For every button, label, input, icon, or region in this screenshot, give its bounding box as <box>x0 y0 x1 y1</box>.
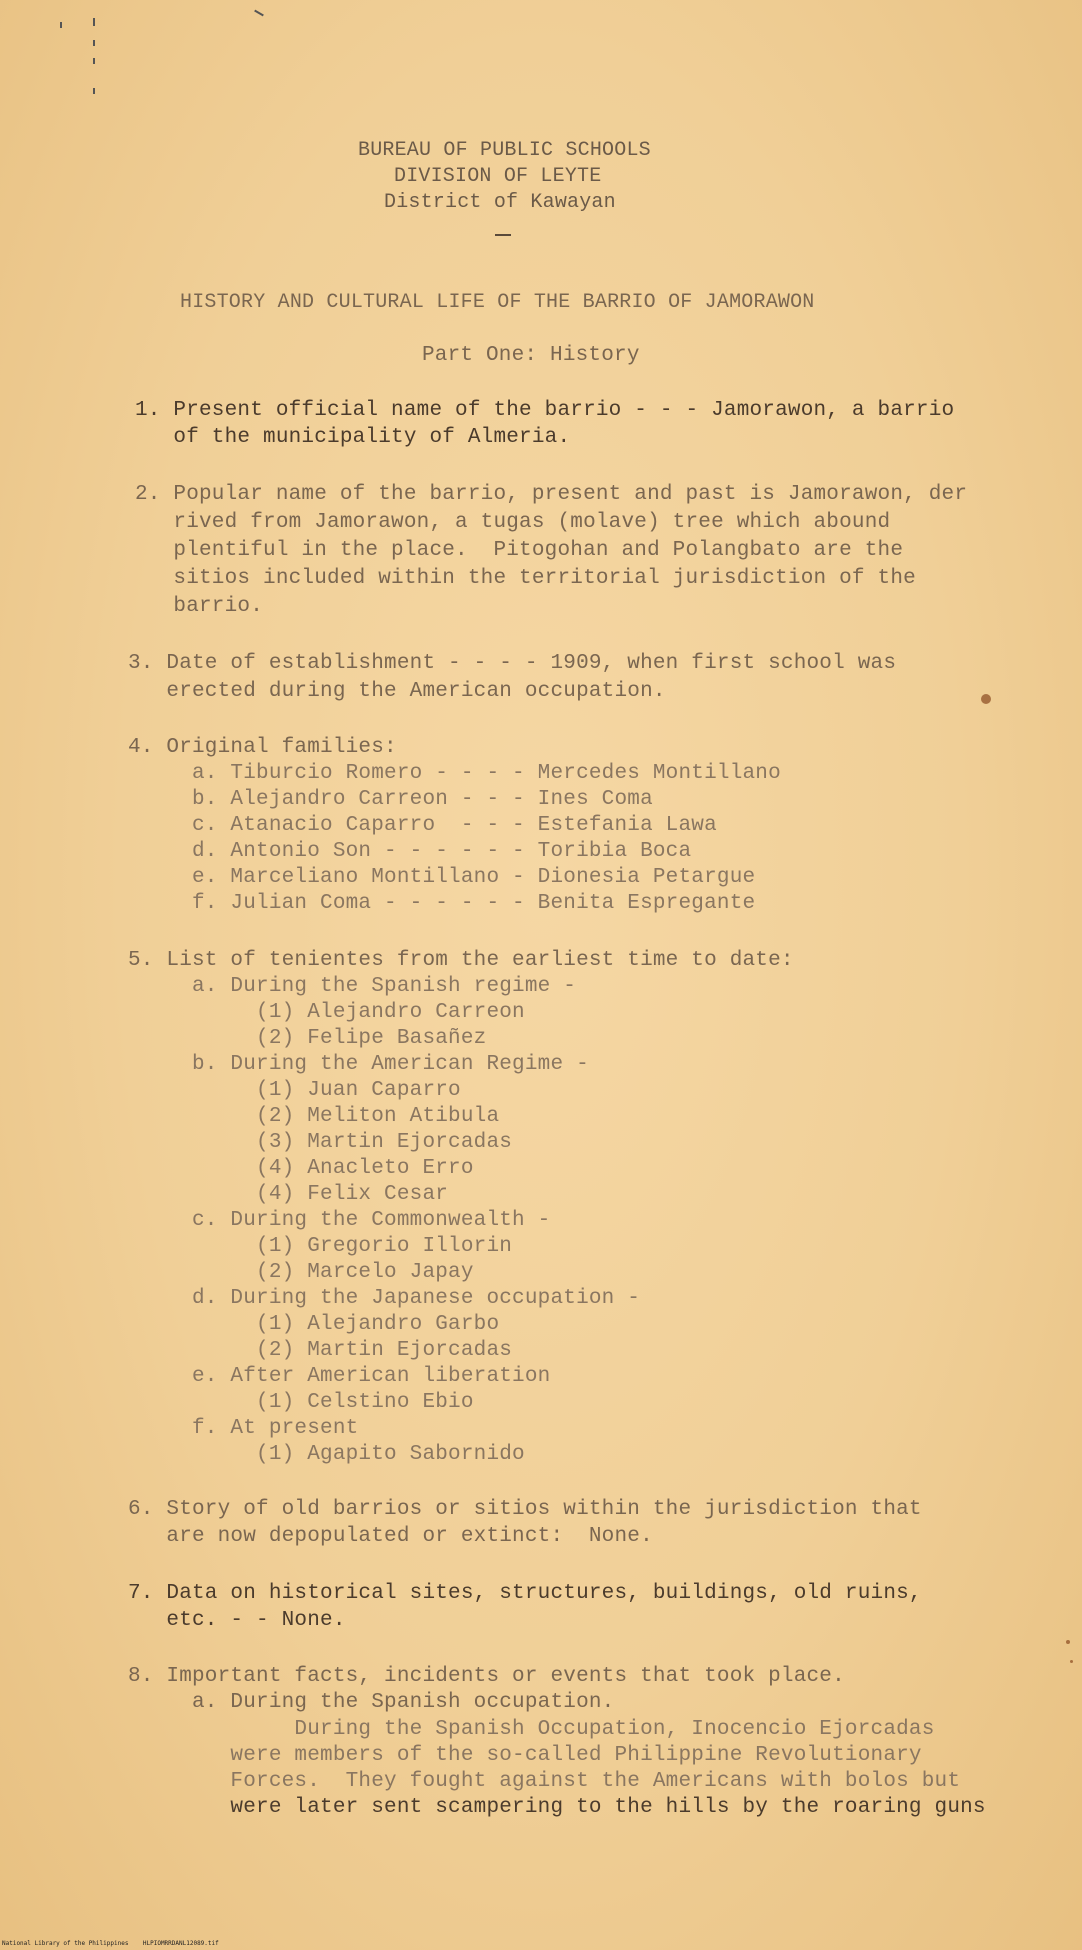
item-2-line: 2. Popular name of the barrio, present and past is Jamorawon, der <box>135 483 968 506</box>
item-5-line: (1) Alejandro Carreon <box>128 1001 525 1024</box>
item-5-line: (1) Celstino Ebio <box>128 1391 474 1414</box>
scan-mark <box>93 88 95 94</box>
item-5-line: (2) Meliton Atibula <box>128 1105 500 1128</box>
item-1-line: of the municipality of Almeria. <box>135 426 571 449</box>
item-4-family: f. Julian Coma - - - - - - Benita Espregante <box>128 892 756 915</box>
item-5-line: b. During the American Regime - <box>128 1053 589 1076</box>
item-7-line: etc. - - None. <box>128 1609 346 1632</box>
item-8-line: were members of the so-called Philippine Revolutionary <box>128 1744 922 1767</box>
item-8-line: were later sent scampering to the hills by the roaring guns <box>128 1796 986 1819</box>
part-heading: Part One: History <box>422 344 640 367</box>
header-district: District of Kawayan <box>384 191 616 214</box>
item-5-line: (1) Alejandro Garbo <box>128 1313 500 1336</box>
stain-spot <box>1070 1660 1073 1663</box>
item-6-line: are now depopulated or extinct: None. <box>128 1525 653 1548</box>
item-5-line: d. During the Japanese occupation - <box>128 1287 641 1310</box>
item-4-family: d. Antonio Son - - - - - - Toribia Boca <box>128 840 692 863</box>
item-5-line: f. At present <box>128 1417 359 1440</box>
item-4-line: 4. Original families: <box>128 736 397 759</box>
header-division: DIVISION OF LEYTE <box>394 165 602 188</box>
item-8-line: Forces. They fought against the Americans with bolos but <box>128 1770 961 1793</box>
item-5-line: (1) Agapito Sabornido <box>128 1443 525 1466</box>
item-5-line: 5. List of tenientes from the earliest time to date: <box>128 949 794 972</box>
header-bureau: BUREAU OF PUBLIC SCHOOLS <box>358 139 651 162</box>
item-5-line: (3) Martin Ejorcadas <box>128 1131 513 1154</box>
item-8-line: 8. Important facts, incidents or events that took place. <box>128 1665 845 1688</box>
document-title: HISTORY AND CULTURAL LIFE OF THE BARRIO OF JAMORAWON <box>180 291 815 314</box>
scan-mark <box>93 40 95 46</box>
scan-footer: National Library of the Philippines HLPIOMRRDANL12089.tif <box>2 1940 219 1947</box>
item-5-line: (1) Juan Caparro <box>128 1079 461 1102</box>
item-5-line: e. After American liberation <box>128 1365 551 1388</box>
item-4-family: e. Marceliano Montillano - Dionesia Petargue <box>128 866 756 889</box>
scan-mark <box>93 18 95 26</box>
scan-mark <box>60 22 62 28</box>
item-2-line: plentiful in the place. Pitogohan and Polangbato are the <box>135 539 904 562</box>
item-5-line: (4) Anacleto Erro <box>128 1157 474 1180</box>
item-5-line: a. During the Spanish regime - <box>128 975 577 998</box>
item-4-family: b. Alejandro Carreon - - - Ines Coma <box>128 788 653 811</box>
item-3-line: 3. Date of establishment - - - - 1909, when first school was <box>128 652 897 675</box>
item-8-line: a. During the Spanish occupation. <box>128 1691 615 1714</box>
item-2-line: sitios included within the territorial jurisdiction of the <box>135 567 916 590</box>
header-dash <box>495 234 511 236</box>
item-5-line: c. During the Commonwealth - <box>128 1209 551 1232</box>
item-5-line: (2) Martin Ejorcadas <box>128 1339 513 1362</box>
item-1-line: 1. Present official name of the barrio - - - Jamorawon, a barrio <box>135 399 955 422</box>
item-6-line: 6. Story of old barrios or sitios within the jurisdiction that <box>128 1498 922 1521</box>
item-5-line: (1) Gregorio Illorin <box>128 1235 513 1258</box>
item-3-line: erected during the American occupation. <box>128 680 666 703</box>
item-4-family: a. Tiburcio Romero - - - - Mercedes Montillano <box>128 762 781 785</box>
item-8-line: During the Spanish Occupation, Inocencio Ejorcadas <box>128 1718 935 1741</box>
item-5-line: (4) Felix Cesar <box>128 1183 449 1206</box>
item-5-line: (2) Felipe Basañez <box>128 1027 487 1050</box>
stain-spot <box>981 694 991 704</box>
stain-spot <box>1066 1640 1070 1644</box>
item-4-family: c. Atanacio Caparro - - - Estefania Lawa <box>128 814 717 837</box>
item-5-line: (2) Marcelo Japay <box>128 1261 474 1284</box>
item-2-line: barrio. <box>135 595 264 618</box>
item-7-line: 7. Data on historical sites, structures, buildings, old ruins, <box>128 1582 922 1605</box>
scan-mark <box>93 58 95 64</box>
item-2-line: rived from Jamorawon, a tugas (molave) tree which abound <box>135 511 891 534</box>
